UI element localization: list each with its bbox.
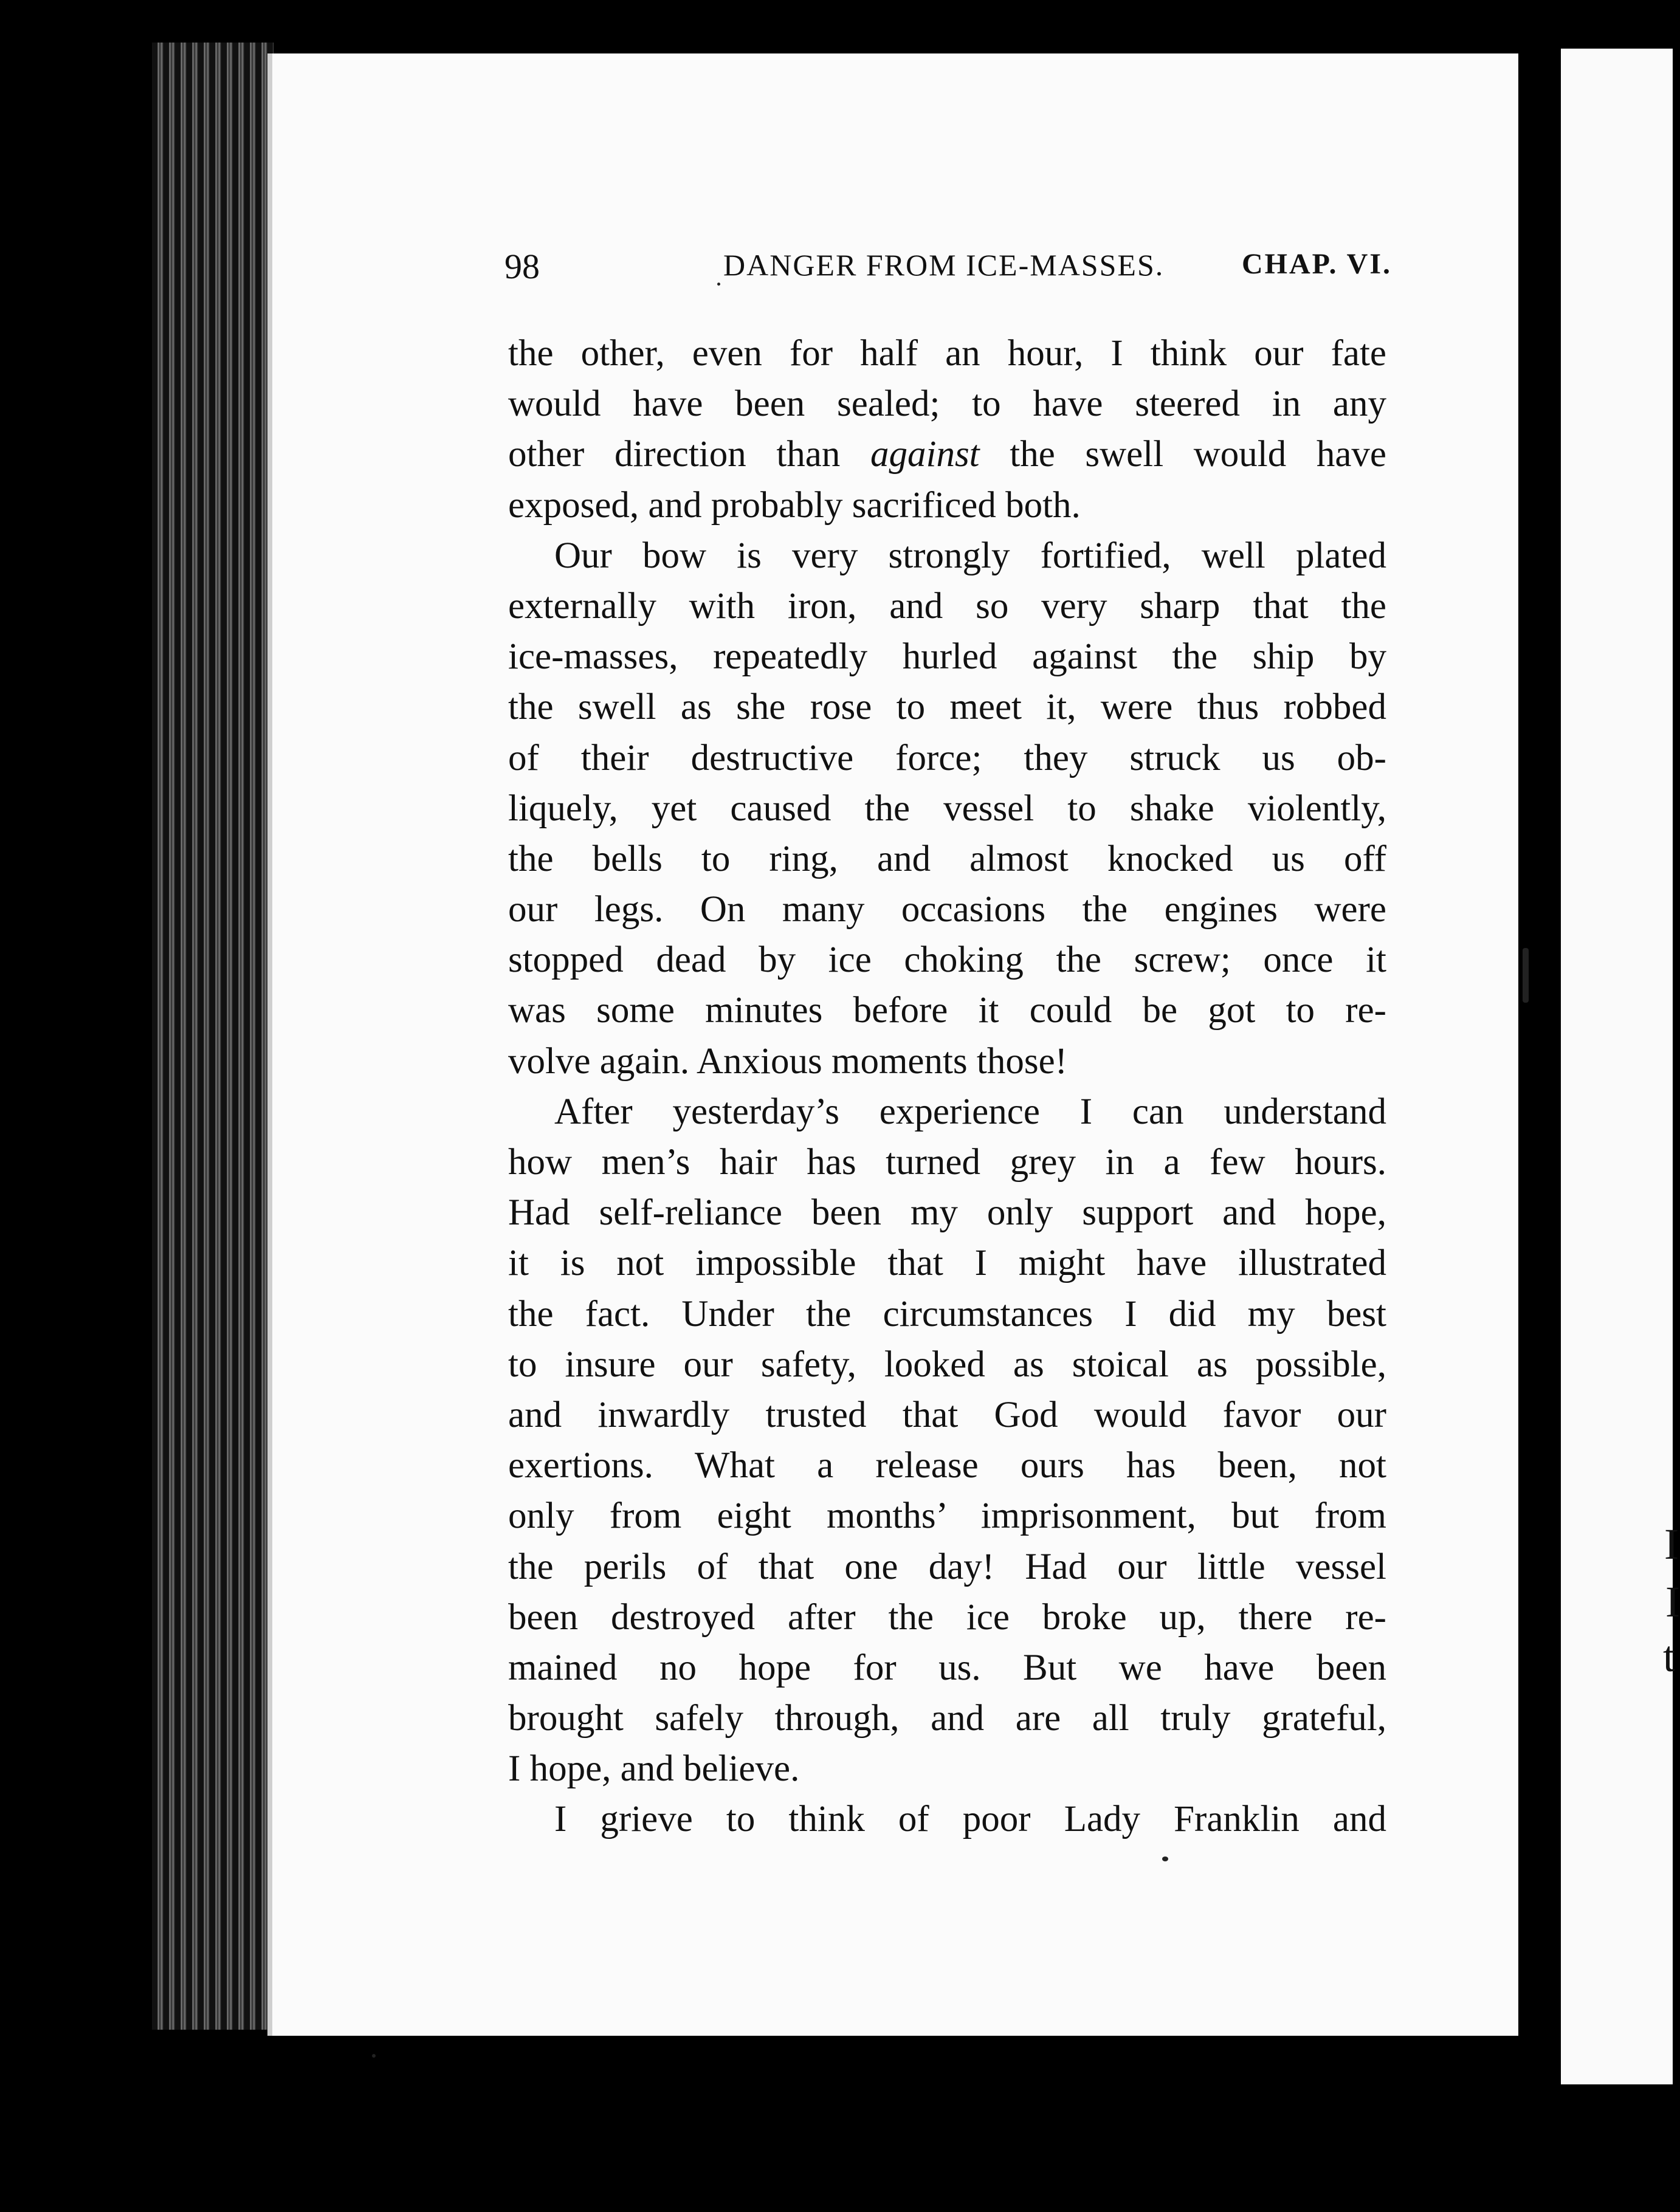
text-line: ice-masses, repeatedly hurled against the ship by bbox=[508, 636, 1386, 678]
print-speck bbox=[372, 2054, 376, 2058]
running-header bbox=[504, 246, 1392, 295]
text-line: I hope, and believe. bbox=[508, 1748, 800, 1790]
emphasis: against bbox=[870, 434, 980, 475]
text-line: brought safely through, and are all truly grateful, bbox=[508, 1698, 1386, 1739]
body-text bbox=[508, 328, 1386, 1845]
text-line: exposed, and probably sacrificed both. bbox=[508, 484, 1081, 526]
text-line: the fact. Under the circumstances I did my best bbox=[508, 1293, 1386, 1334]
text-line: the swell as she rose to meet it, were thus robbed bbox=[508, 687, 1386, 728]
facing-page-fragment: t bbox=[1663, 1632, 1676, 1681]
text-line: other direction than against the swell would have bbox=[508, 434, 1387, 475]
text-line: to insure our safety, looked as stoical as possible, bbox=[508, 1344, 1386, 1385]
text-line: would have been sealed; to have steered in any bbox=[508, 383, 1386, 425]
text-line: the bells to ring, and almost knocked us off bbox=[508, 838, 1386, 879]
text-line: only from eight months’ imprisonment, but from bbox=[508, 1496, 1386, 1537]
text-line: exertions. What a release ours has been, not bbox=[508, 1445, 1386, 1486]
text-line: Had self-reliance been my only support and hope, bbox=[508, 1192, 1386, 1234]
text-line: liquely, yet caused the vessel to shake violently, bbox=[508, 788, 1386, 829]
running-head-title: DANGER FROM ICE-MASSES. bbox=[723, 248, 1165, 282]
text-line: externally with iron, and so very sharp that the bbox=[508, 585, 1386, 627]
print-speck bbox=[1523, 948, 1529, 1003]
text-line: After yesterday’s experience I can understand bbox=[554, 1091, 1386, 1132]
text-line: Our bow is very strongly fortified, well plated bbox=[554, 535, 1386, 576]
text-line: stopped dead by ice choking the screw; once it bbox=[508, 939, 1386, 981]
text-line: been destroyed after the ice broke up, there re- bbox=[508, 1596, 1386, 1638]
facing-page-fragment: I bbox=[1664, 1520, 1679, 1568]
book-page-edges bbox=[152, 43, 274, 2030]
text-line: of their destructive force; they struck us ob- bbox=[508, 737, 1386, 778]
text-line: the other, even for half an hour, I think our fate bbox=[508, 333, 1386, 374]
text-line: how men’s hair has turned grey in a few hours. bbox=[508, 1142, 1386, 1183]
print-speck bbox=[717, 283, 720, 286]
print-speck bbox=[1162, 1856, 1168, 1861]
text-line: our legs. On many occasions the engines were bbox=[508, 889, 1386, 930]
text-line: and inwardly trusted that God would favor our bbox=[508, 1394, 1386, 1435]
text-line: volve again. Anxious moments those! bbox=[508, 1040, 1067, 1082]
chapter-label: CHAP. VI. bbox=[1241, 248, 1392, 280]
text-line: the perils of that one day! Had our little vessel bbox=[508, 1546, 1386, 1587]
page-number: 98 bbox=[504, 247, 540, 286]
text-line: I grieve to think of poor Lady Franklin and bbox=[554, 1799, 1386, 1840]
text-line: mained no hope for us. But we have been bbox=[508, 1647, 1386, 1688]
text-line: was some minutes before it could be got to re- bbox=[508, 990, 1386, 1031]
facing-page-fragment: I bbox=[1665, 1578, 1680, 1626]
facing-page-sliver bbox=[1561, 49, 1680, 2084]
text-line: it is not impossible that I might have illustrated bbox=[508, 1243, 1386, 1284]
